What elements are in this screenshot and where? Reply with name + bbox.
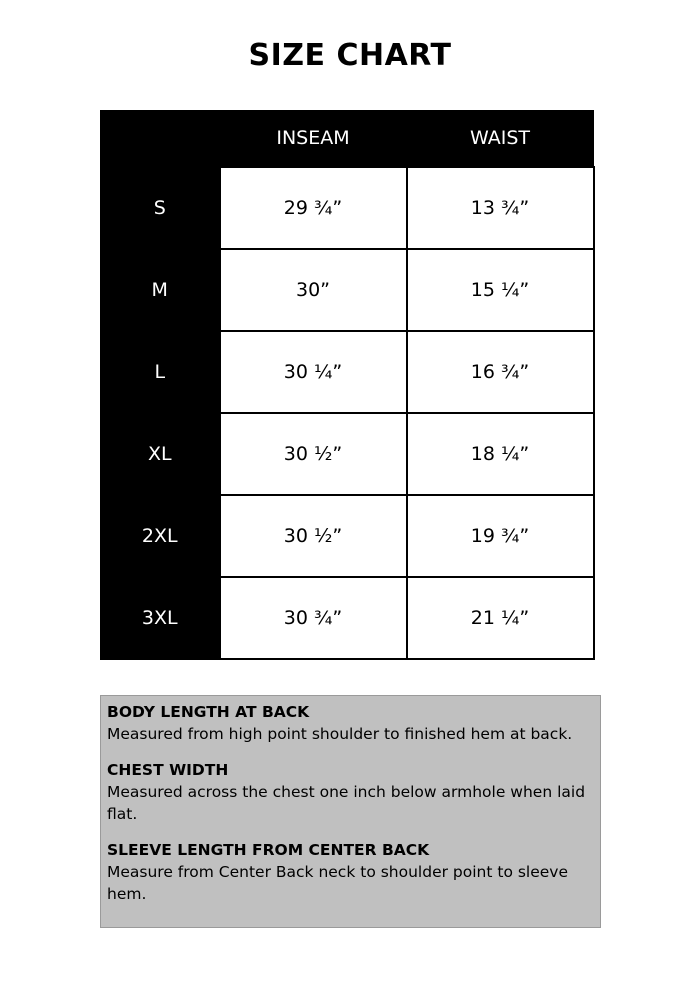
note-chest-width [107, 759, 594, 825]
inseam-value: 30” [220, 249, 407, 331]
waist-value: 18 ¼” [407, 413, 594, 495]
note-text: Measure from Center Back neck to shoulder point to sleeve hem. [107, 863, 569, 903]
header-cell-waist: WAIST [407, 111, 594, 167]
table-row [101, 577, 594, 659]
waist-value: 15 ¼” [407, 249, 594, 331]
table-header-row [101, 111, 594, 167]
header-cell-inseam: INSEAM [220, 111, 407, 167]
waist-value: 21 ¼” [407, 577, 594, 659]
inseam-value: 30 ¼” [220, 331, 407, 413]
waist-value: 16 ¾” [407, 331, 594, 413]
note-text: Measured from high point shoulder to finished hem at back. [107, 725, 573, 743]
measurement-notes-box [100, 695, 601, 928]
size-chart-table [100, 110, 595, 660]
note-heading: SLEEVE LENGTH FROM CENTER BACK [107, 841, 430, 859]
table-row [101, 249, 594, 331]
table-row [101, 331, 594, 413]
size-label: M [101, 249, 220, 331]
table-row [101, 495, 594, 577]
table-row [101, 413, 594, 495]
inseam-value: 29 ¾” [220, 167, 407, 249]
size-label: XL [101, 413, 220, 495]
size-label: 2XL [101, 495, 220, 577]
size-label: S [101, 167, 220, 249]
note-heading: BODY LENGTH AT BACK [107, 703, 310, 721]
note-sleeve-length [107, 839, 594, 905]
waist-value: 13 ¾” [407, 167, 594, 249]
inseam-value: 30 ½” [220, 413, 407, 495]
inseam-value: 30 ½” [220, 495, 407, 577]
page-title: SIZE CHART [248, 38, 452, 73]
note-text: Measured across the chest one inch below armhole when laid flat. [107, 783, 586, 823]
size-label: 3XL [101, 577, 220, 659]
note-body-length [107, 701, 594, 745]
note-heading: CHEST WIDTH [107, 761, 229, 779]
inseam-value: 30 ¾” [220, 577, 407, 659]
header-cell-corner [101, 111, 220, 167]
table-row [101, 167, 594, 249]
waist-value: 19 ¾” [407, 495, 594, 577]
size-label: L [101, 331, 220, 413]
